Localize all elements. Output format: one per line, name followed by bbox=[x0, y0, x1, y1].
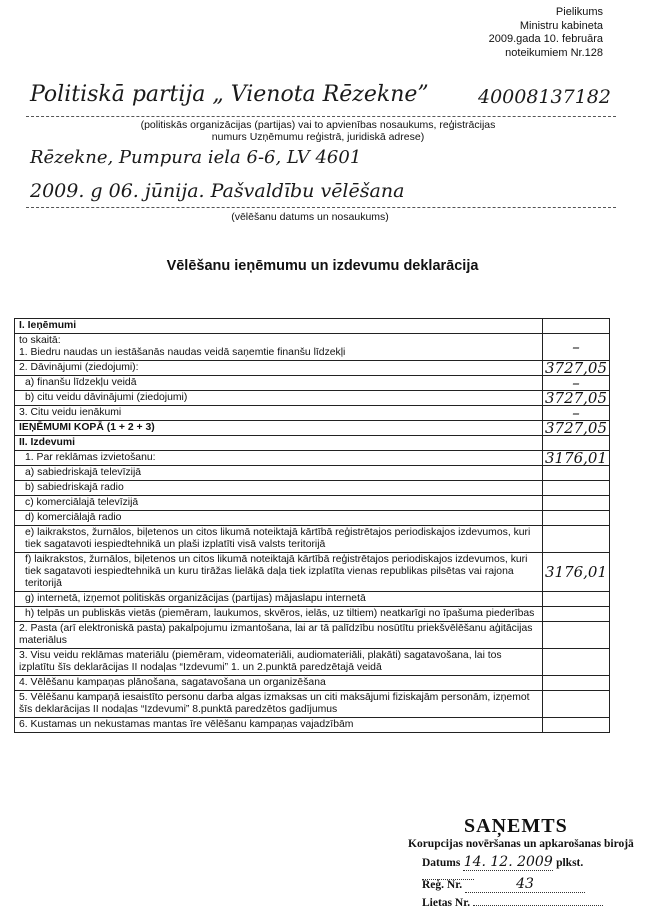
stamp-reg-value: 43 bbox=[465, 876, 585, 893]
row-amount: – bbox=[543, 334, 610, 361]
row-amount: – bbox=[543, 406, 610, 421]
row-amount: 3727,05 bbox=[543, 391, 610, 406]
party-address: Rēzekne, Pumpura iela 6-6, LV 4601 bbox=[30, 147, 362, 168]
declaration-row bbox=[15, 391, 610, 406]
row-label: b) sabiedriskajā radio bbox=[15, 481, 543, 496]
row-label: 6. Kustamas un nekustamas mantas īre vēlēšanu kampaņas vajadzībām bbox=[15, 718, 543, 733]
party-reg-number: 40008137182 bbox=[478, 86, 611, 108]
received-stamp bbox=[398, 815, 638, 919]
row-label: II. Izdevumi bbox=[15, 436, 543, 451]
row-label: g) internetā, izņemot politiskās organizācijas (partijas) mājaslapu internetā bbox=[15, 592, 543, 607]
declaration-row bbox=[15, 436, 610, 451]
declaration-row bbox=[15, 622, 610, 649]
stamp-reg-row bbox=[422, 876, 585, 893]
stamp-title: SAŅEMTS bbox=[464, 815, 568, 837]
row-label: c) komerciālajā televīzijā bbox=[15, 496, 543, 511]
row-label: I. Ieņēmumi bbox=[15, 319, 543, 334]
declaration-table bbox=[14, 318, 610, 733]
declaration-row bbox=[15, 319, 610, 334]
row-label: d) komerciālajā radio bbox=[15, 511, 543, 526]
row-amount bbox=[543, 592, 610, 607]
row-amount bbox=[543, 466, 610, 481]
row-amount bbox=[543, 319, 610, 334]
declaration-row bbox=[15, 553, 610, 592]
appendix-line-4: noteikumiem Nr.128 bbox=[505, 46, 603, 59]
row-amount bbox=[543, 718, 610, 733]
declaration-row bbox=[15, 526, 610, 553]
row-label: 3. Citu veidu ienākumi bbox=[15, 406, 543, 421]
stamp-case-row bbox=[422, 897, 603, 909]
declaration-row bbox=[15, 421, 610, 436]
appendix-header bbox=[489, 6, 603, 60]
stamp-date-suffix: plkst. bbox=[556, 857, 584, 869]
row-amount bbox=[543, 481, 610, 496]
row-amount bbox=[543, 511, 610, 526]
declaration-row bbox=[15, 718, 610, 733]
row-label: 5. Vēlēšanu kampaņā iesaistīto personu darba algas izmaksas un citi maksājumi fiziskajām personām, izņemot šīs deklarācijas II nodaļas “Izdevumi” 8.punktā paredzētos gadījumus bbox=[15, 691, 543, 718]
stamp-office: Korupcijas novēršanas un apkarošanas birojā bbox=[408, 838, 634, 850]
row-label: a) sabiedriskajā televīzijā bbox=[15, 466, 543, 481]
row-label: 1. Par reklāmas izvietošanu: bbox=[15, 451, 543, 466]
appendix-line-2: Ministru kabineta bbox=[519, 19, 603, 32]
row-amount bbox=[543, 526, 610, 553]
stamp-date-label: Datums bbox=[422, 857, 461, 869]
declaration-row bbox=[15, 376, 610, 391]
row-amount bbox=[543, 649, 610, 676]
declaration-title: Vēlēšanu ieņēmumu un izdevumu deklarācija bbox=[166, 258, 479, 274]
declaration-row bbox=[15, 691, 610, 718]
stamp-case-label: Lietas Nr. bbox=[422, 897, 471, 909]
declaration-row bbox=[15, 676, 610, 691]
row-amount bbox=[543, 622, 610, 649]
declaration-row bbox=[15, 361, 610, 376]
row-label: 2. Pasta (arī elektroniskā pasta) pakalpojumu izmantošana, lai ar tā palīdzību nosūtītu priekšvēlēšanu aģitācijas materiālus bbox=[15, 622, 543, 649]
row-label: 3. Visu veidu reklāmas materiālu (piemēram, videomateriāli, audiomateriāli, plakāti) sagatavošana, lai tos izplatītu šīs deklarācijas II nodaļas “Izdevumi” 1. un 2.punktā paredzētajā veidā bbox=[15, 649, 543, 676]
row-label: h) telpās un publiskās vietās (piemēram, laukumos, skvēros, ielās, uz tiltiem) neatkarīgi no īpašuma piederības bbox=[15, 607, 543, 622]
row-label: a) finanšu līdzekļu veidā bbox=[15, 376, 543, 391]
row-amount: 3727,05 bbox=[543, 421, 610, 436]
declaration-row bbox=[15, 334, 610, 361]
row-amount: – bbox=[543, 376, 610, 391]
declaration-row bbox=[15, 481, 610, 496]
party-underline bbox=[26, 116, 616, 117]
row-amount: 3727,05 bbox=[543, 361, 610, 376]
row-amount bbox=[543, 607, 610, 622]
party-name: Politiskā partija „ Vienota Rēzekne” bbox=[30, 82, 429, 107]
election-underline bbox=[26, 207, 616, 208]
row-amount bbox=[543, 496, 610, 511]
stamp-reg-label: Reģ. Nr. bbox=[422, 879, 463, 891]
row-label: 2. Dāvinājumi (ziedojumi): bbox=[15, 361, 543, 376]
declaration-row bbox=[15, 649, 610, 676]
row-amount bbox=[543, 676, 610, 691]
declaration-row bbox=[15, 511, 610, 526]
declaration-table-body bbox=[15, 319, 610, 733]
row-label: IEŅĒMUMI KOPĀ (1 + 2 + 3) bbox=[15, 421, 543, 436]
row-label: e) laikrakstos, žurnālos, biļetenos un citos likumā noteiktajā kārtībā reģistrētajos periodiskajos izdevumos, kuri tiek sagatavoti iespiedtehnikā un plaši izplatīti visā valsts teritorijā bbox=[15, 526, 543, 553]
row-label: to skaitā: 1. Biedru naudas un iestāšanās naudas veidā saņemtie finanšu līdzekļi bbox=[15, 334, 543, 361]
declaration-row bbox=[15, 496, 610, 511]
declaration-row bbox=[15, 592, 610, 607]
stamp-date-value: 14. 12. 2009 bbox=[463, 854, 553, 870]
declaration-row bbox=[15, 607, 610, 622]
row-label: f) laikrakstos, žurnālos, biļetenos un citos likumā noteiktajā kārtībā reģistrētajos periodiskajos izdevumos, kuri tiek sagatavoti iespiedtehnikā un kuru tirāžas lielākā daļa tiek izplatīta vienas republikas pilsētas vai rajona teritorijā bbox=[15, 553, 543, 592]
row-label: b) citu veidu dāvinājumi (ziedojumi) bbox=[15, 391, 543, 406]
declaration-row bbox=[15, 406, 610, 421]
election-name: 2009. g 06. jūnija. Pašvaldību vēlēšana bbox=[30, 180, 405, 202]
election-caption: (vēlēšanu datums un nosaukums) bbox=[231, 211, 389, 223]
declaration-row bbox=[15, 466, 610, 481]
row-amount bbox=[543, 691, 610, 718]
declaration-row bbox=[15, 451, 610, 466]
appendix-line-1: Pielikums bbox=[555, 6, 603, 18]
row-amount: 3176,01 bbox=[543, 451, 610, 466]
party-caption: (politiskās organizācijas (partijas) vai to apvienības nosaukums, reģistrācijas numurs Uzņēmumu reģistrā, juridiskā adrese) bbox=[140, 119, 496, 143]
row-amount: 3176,01 bbox=[543, 553, 610, 592]
appendix-line-3: 2009.gada 10. februāra bbox=[488, 33, 603, 45]
row-label: 4. Vēlēšanu kampaņas plānošana, sagatavošana un organizēšana bbox=[15, 676, 543, 691]
